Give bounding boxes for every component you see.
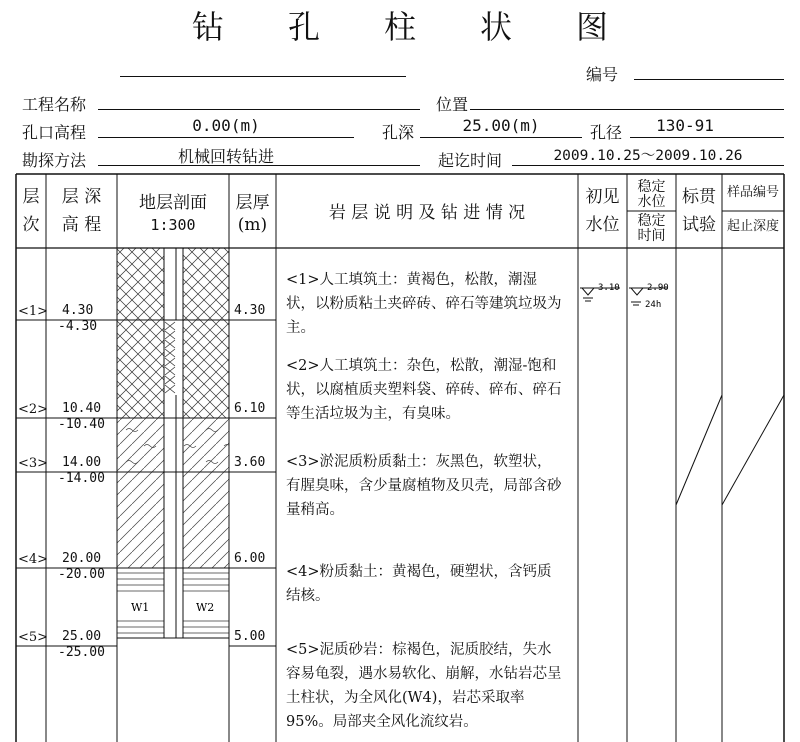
layer-elevation: -4.30 xyxy=(58,319,98,334)
layer-depth: 10.40 xyxy=(62,401,102,416)
col-initial-water-line2: 水位 xyxy=(585,215,620,235)
profile-layer-1-left xyxy=(117,248,164,320)
hole-depth-value: 25.00(m) xyxy=(462,116,540,135)
profile-layer-4-right xyxy=(183,472,229,568)
col-thickness-line1: 层厚 xyxy=(235,193,270,213)
col-sample-depth: 起止深度 xyxy=(726,219,779,234)
project-label: 工程名称 xyxy=(22,95,87,114)
col-profile xyxy=(117,192,229,236)
layer-id: <2> xyxy=(18,402,49,417)
layer-description: <5>泥质砂岩：棕褐色，泥质胶结，失水容易龟裂，遇水易软化、崩解，水钻岩芯呈土柱状，为全风化(W4)，岩芯采取率95%。局部夹全风化流纹岩。 xyxy=(286,642,562,730)
layer-thickness: 6.10 xyxy=(234,401,266,416)
layer-description: <3>淤泥质粉质黏土：灰黑色，软塑状，有腥臭味，含少量腐植物及贝壳，局部含砂量稍高。 xyxy=(286,454,562,518)
col-depth-elev xyxy=(46,186,117,236)
elevation-value: 0.00(m) xyxy=(192,116,260,135)
profile-layer-2-right xyxy=(183,320,229,418)
period-label: 起讫时间 xyxy=(438,151,503,170)
stable-water-value: 2.90 xyxy=(647,283,669,293)
layer-thickness: 5.00 xyxy=(234,629,266,644)
col-depth-line1: 层 深 xyxy=(61,187,102,207)
layer-elevation: -14.00 xyxy=(58,471,105,486)
spt-diagonals xyxy=(676,395,784,505)
hole-depth-label: 孔深 xyxy=(382,123,415,142)
well-label-right: W2 xyxy=(196,601,215,614)
col-spt-line1: 标贯 xyxy=(682,187,716,207)
well-label-left: W1 xyxy=(131,601,150,614)
col-description: 岩 层 说 明 及 钻 进 情 况 xyxy=(328,203,526,223)
location-label: 位置 xyxy=(436,95,469,114)
layer-description: <2>人工填筑土：杂色，松散，潮湿-饱和状，以腐植质夹塑料袋、碎砖、碎布、碎石等生活垃圾为主，有臭味。 xyxy=(286,358,562,422)
method-label: 勘探方法 xyxy=(22,151,87,170)
layer-elevation: -10.40 xyxy=(58,417,105,432)
profile-layer-2-left xyxy=(117,320,164,418)
col-spt-line2: 试验 xyxy=(682,215,716,235)
col-initial-water xyxy=(578,186,627,236)
layer-id: <3> xyxy=(18,456,49,471)
layer-id: <4> xyxy=(18,552,49,567)
col-layer-no xyxy=(16,186,46,236)
initial-water-level xyxy=(580,283,620,301)
profile-layer-3-right-wave xyxy=(183,418,229,472)
diameter-label: 孔径 xyxy=(590,123,623,142)
layer-id: <1> xyxy=(18,304,49,319)
elevation-label: 孔口高程 xyxy=(22,123,87,142)
title-char: 钻 xyxy=(191,8,224,46)
layer-depth: 20.00 xyxy=(62,551,102,566)
method-value: 机械回转钻进 xyxy=(177,147,274,166)
layer-description: <1>人工填筑土：黄褐色，松散，潮湿状，以粉质粘土夹碎砖、碎石等建筑垃圾为主。 xyxy=(286,272,562,336)
col-initial-water-line1: 初见 xyxy=(585,187,620,207)
profile-layer-1-right xyxy=(183,248,229,320)
title-char: 状 xyxy=(480,8,513,46)
profile-layer-3-left-wave xyxy=(117,418,164,472)
col-profile-line1: 地层剖面 xyxy=(139,193,207,213)
col-layer-no-line1: 层 xyxy=(22,187,40,207)
period-value: 2009.10.25～2009.10.26 xyxy=(553,148,743,164)
col-profile-scale: 1:300 xyxy=(150,216,196,234)
col-sample-no: 样品编号 xyxy=(726,185,779,200)
col-stable-water-line2: 水位 xyxy=(637,194,666,210)
casing-x-marks xyxy=(165,322,175,393)
title-char: 柱 xyxy=(383,8,416,46)
diameter-value: 130-91 xyxy=(656,116,714,135)
layer-depth: 4.30 xyxy=(62,303,94,318)
col-layer-no-line2: 次 xyxy=(22,215,40,235)
col-stable-time-line2: 时间 xyxy=(637,228,666,244)
layer-depth: 25.00 xyxy=(62,629,102,644)
layer-thickness: 4.30 xyxy=(234,303,266,318)
profile-layer-4-left xyxy=(117,472,164,568)
layer-id: <5> xyxy=(18,630,49,645)
initial-water-value: 3.10 xyxy=(598,283,620,293)
layer-elevation: -20.00 xyxy=(58,567,105,582)
col-thickness xyxy=(229,192,276,236)
stable-time-value: 24h xyxy=(645,300,662,310)
title-char: 图 xyxy=(576,8,609,46)
number-label: 编号 xyxy=(586,65,619,84)
col-depth-line2: 高 程 xyxy=(61,215,102,235)
col-stable-time xyxy=(627,214,676,244)
layer-depth: 14.00 xyxy=(62,455,102,470)
stable-water-level xyxy=(629,283,669,310)
layer-elevation: -25.00 xyxy=(58,645,105,660)
col-stable-water-line1: 稳定 xyxy=(637,179,666,195)
title-char: 孔 xyxy=(287,8,320,46)
layer-thickness: 6.00 xyxy=(234,551,266,566)
layer-description: <4>粉质黏土：黄褐色，硬塑状，含钙质结核。 xyxy=(286,564,552,604)
col-stable-water xyxy=(627,180,676,210)
col-spt xyxy=(676,186,722,236)
col-thickness-unit: (m) xyxy=(237,215,268,235)
stratum-profile xyxy=(117,248,229,638)
layer-thickness: 3.60 xyxy=(234,455,266,470)
col-stable-time-line1: 稳定 xyxy=(637,213,666,229)
